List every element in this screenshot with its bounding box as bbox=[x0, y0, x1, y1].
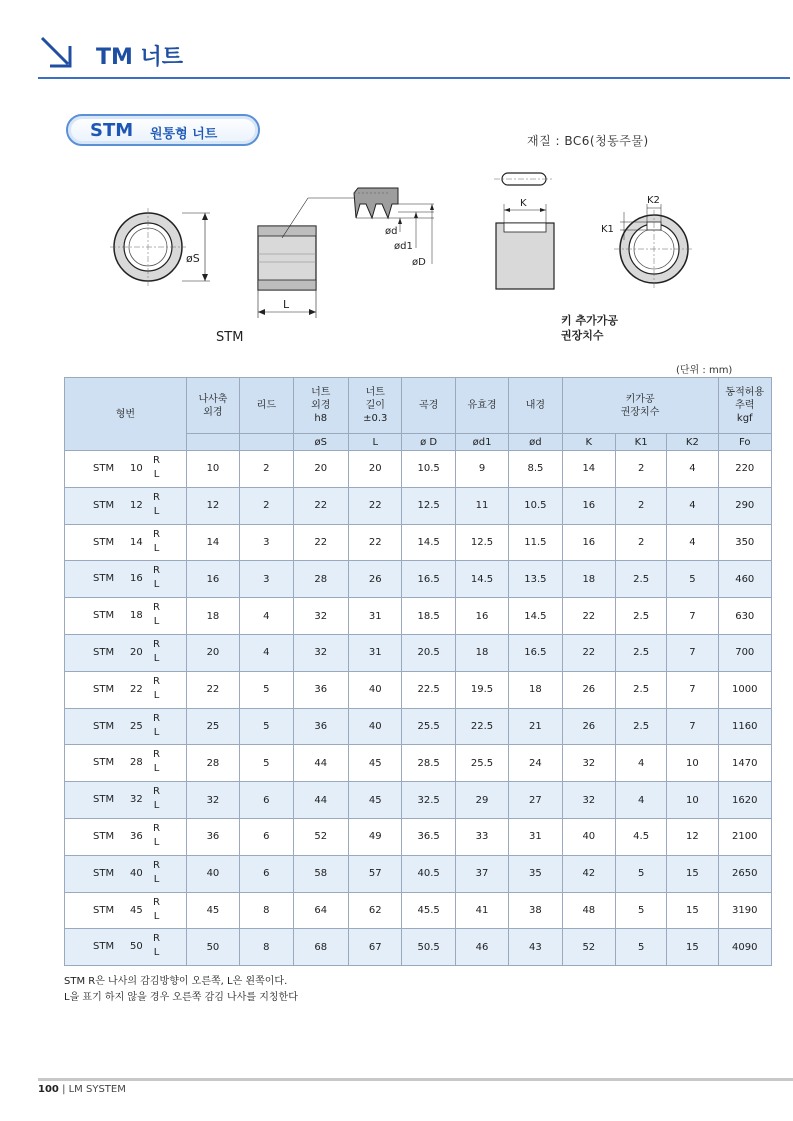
cell: 2.5 bbox=[616, 708, 667, 745]
nut-technical-drawing bbox=[100, 160, 720, 350]
cell: 4 bbox=[667, 524, 718, 561]
drawing-caption-stm: STM bbox=[216, 330, 244, 345]
cell: 6 bbox=[240, 855, 293, 892]
subheader-k: K bbox=[562, 434, 615, 451]
footnotes bbox=[64, 974, 298, 1006]
cell: 16.5 bbox=[509, 634, 562, 671]
key-slot-view bbox=[494, 173, 554, 185]
cell: 42 bbox=[562, 855, 615, 892]
model-cell: STM 28 R L bbox=[65, 745, 187, 782]
subheader-dd: ø D bbox=[402, 434, 455, 451]
d1-dimension-label: ød1 bbox=[394, 241, 413, 252]
cell: 8.5 bbox=[509, 451, 562, 488]
cell: 12.5 bbox=[402, 487, 455, 524]
cell: 36.5 bbox=[402, 818, 455, 855]
model-cell: STM 25 R L bbox=[65, 708, 187, 745]
cell: 13.5 bbox=[509, 561, 562, 598]
cell: 18.5 bbox=[402, 598, 455, 635]
cell: 58 bbox=[293, 855, 349, 892]
cell: 12.5 bbox=[455, 524, 508, 561]
cell: 18 bbox=[186, 598, 239, 635]
cell: 32 bbox=[562, 745, 615, 782]
cell: 20 bbox=[293, 451, 349, 488]
cell: 2.5 bbox=[616, 561, 667, 598]
spec-table bbox=[64, 377, 772, 966]
cell: 38 bbox=[509, 892, 562, 929]
cell: 20 bbox=[349, 451, 402, 488]
header-key-machining: 키가공 권장치수 bbox=[562, 378, 718, 434]
cell: 14 bbox=[186, 524, 239, 561]
cell: 45 bbox=[186, 892, 239, 929]
cell: 8 bbox=[240, 892, 293, 929]
cell: 5 bbox=[240, 708, 293, 745]
cell: 700 bbox=[718, 634, 772, 671]
cell: 5 bbox=[667, 561, 718, 598]
table-row bbox=[65, 451, 772, 488]
section-label: STM bbox=[90, 120, 134, 141]
cell: 22 bbox=[349, 524, 402, 561]
cell: 14.5 bbox=[455, 561, 508, 598]
cell: 350 bbox=[718, 524, 772, 561]
cell: 4 bbox=[240, 634, 293, 671]
cell: 10 bbox=[667, 782, 718, 819]
unit-note: (단위 : mm) bbox=[676, 365, 733, 376]
key-front-view bbox=[601, 195, 694, 288]
subheader-k1: K1 bbox=[616, 434, 667, 451]
cell: 10.5 bbox=[509, 487, 562, 524]
cell: 32 bbox=[186, 782, 239, 819]
table-row bbox=[65, 634, 772, 671]
cell: 67 bbox=[349, 929, 402, 966]
cell: 22 bbox=[349, 487, 402, 524]
cell: 50 bbox=[186, 929, 239, 966]
cell: 10 bbox=[667, 745, 718, 782]
cell: 7 bbox=[667, 671, 718, 708]
cell: 22 bbox=[186, 671, 239, 708]
cell: 40 bbox=[186, 855, 239, 892]
cell: 16 bbox=[186, 561, 239, 598]
cell: 22.5 bbox=[455, 708, 508, 745]
cell: 1470 bbox=[718, 745, 772, 782]
cell: 32 bbox=[293, 634, 349, 671]
table-row bbox=[65, 524, 772, 561]
table-row bbox=[65, 598, 772, 635]
d-dimension-label: ød bbox=[385, 226, 398, 237]
cell: 11.5 bbox=[509, 524, 562, 561]
front-view bbox=[110, 208, 210, 286]
subheader-l: L bbox=[349, 434, 402, 451]
cell: 10.5 bbox=[402, 451, 455, 488]
cell: 22.5 bbox=[402, 671, 455, 708]
key-caption-line-1: 키 추가가공 bbox=[561, 314, 618, 327]
header-nut-od: 너트 외경 h8 bbox=[293, 378, 349, 434]
subheader-blank bbox=[240, 434, 293, 451]
cell: 40.5 bbox=[402, 855, 455, 892]
cell: 52 bbox=[293, 818, 349, 855]
header-load: 동적허용 추력 kgf bbox=[718, 378, 772, 434]
cell: 29 bbox=[455, 782, 508, 819]
cell: 8 bbox=[240, 929, 293, 966]
table-row bbox=[65, 818, 772, 855]
cell: 2650 bbox=[718, 855, 772, 892]
cell: 32.5 bbox=[402, 782, 455, 819]
cell: 460 bbox=[718, 561, 772, 598]
cell: 40 bbox=[349, 671, 402, 708]
table-row bbox=[65, 745, 772, 782]
cell: 36 bbox=[293, 671, 349, 708]
cell: 16.5 bbox=[402, 561, 455, 598]
header-divider bbox=[38, 77, 790, 79]
model-cell: STM 14 R L bbox=[65, 524, 187, 561]
header-model: 형번 bbox=[65, 378, 187, 451]
cell: 36 bbox=[293, 708, 349, 745]
page-header bbox=[38, 34, 768, 82]
cell: 26 bbox=[349, 561, 402, 598]
table-row bbox=[65, 782, 772, 819]
table-row bbox=[65, 671, 772, 708]
cell: 43 bbox=[509, 929, 562, 966]
header-lead: 리드 bbox=[240, 378, 293, 434]
cell: 41 bbox=[455, 892, 508, 929]
cell: 50.5 bbox=[402, 929, 455, 966]
cell: 22 bbox=[562, 598, 615, 635]
cell: 2 bbox=[616, 524, 667, 561]
model-cell: STM 40 R L bbox=[65, 855, 187, 892]
s-dimension-label: øS bbox=[186, 252, 200, 265]
cell: 22 bbox=[562, 634, 615, 671]
cell: 49 bbox=[349, 818, 402, 855]
model-cell: STM 50 R L bbox=[65, 929, 187, 966]
cell: 6 bbox=[240, 818, 293, 855]
subheader-k2: K2 bbox=[667, 434, 718, 451]
cell: 4 bbox=[667, 451, 718, 488]
table-row bbox=[65, 855, 772, 892]
cell: 15 bbox=[667, 855, 718, 892]
model-cell: STM 16 R L bbox=[65, 561, 187, 598]
cell: 28.5 bbox=[402, 745, 455, 782]
cell: 21 bbox=[509, 708, 562, 745]
cell: 22 bbox=[293, 487, 349, 524]
table-row bbox=[65, 561, 772, 598]
cell: 6 bbox=[240, 782, 293, 819]
cell: 5 bbox=[616, 855, 667, 892]
cell: 31 bbox=[349, 598, 402, 635]
cell: 2.5 bbox=[616, 671, 667, 708]
cell: 35 bbox=[509, 855, 562, 892]
cell: 5 bbox=[616, 929, 667, 966]
cell: 40 bbox=[562, 818, 615, 855]
cell: 7 bbox=[667, 708, 718, 745]
header-nut-length: 너트 길이 ±0.3 bbox=[349, 378, 402, 434]
cell: 3 bbox=[240, 561, 293, 598]
cell: 15 bbox=[667, 892, 718, 929]
page-title: TM 너트 bbox=[96, 45, 184, 70]
cell: 15 bbox=[667, 929, 718, 966]
cell: 4 bbox=[240, 598, 293, 635]
cell: 25.5 bbox=[455, 745, 508, 782]
cell: 2 bbox=[616, 451, 667, 488]
cell: 48 bbox=[562, 892, 615, 929]
dd-dimension-label: øD bbox=[412, 257, 426, 268]
page-footer bbox=[38, 1084, 126, 1095]
key-caption-line-2: 권장치수 bbox=[561, 329, 604, 342]
cell: 62 bbox=[349, 892, 402, 929]
table-row bbox=[65, 929, 772, 966]
k-dimension-label: K bbox=[520, 198, 527, 209]
cell: 28 bbox=[293, 561, 349, 598]
cell: 3 bbox=[240, 524, 293, 561]
cell: 64 bbox=[293, 892, 349, 929]
header-effective-diameter: 유효경 bbox=[455, 378, 508, 434]
cell: 25 bbox=[186, 708, 239, 745]
cell: 12 bbox=[186, 487, 239, 524]
header-thread-od: 나사축 외경 bbox=[186, 378, 239, 434]
cell: 25.5 bbox=[402, 708, 455, 745]
cell: 290 bbox=[718, 487, 772, 524]
cell: 5 bbox=[240, 671, 293, 708]
key-side-view bbox=[496, 198, 554, 289]
cell: 45 bbox=[349, 745, 402, 782]
cell: 32 bbox=[562, 782, 615, 819]
footer-brand: | LM SYSTEM bbox=[62, 1084, 126, 1095]
model-cell: STM 18 R L bbox=[65, 598, 187, 635]
model-cell: STM 22 R L bbox=[65, 671, 187, 708]
key-machining-caption bbox=[561, 313, 618, 343]
cell: 20.5 bbox=[402, 634, 455, 671]
table-row bbox=[65, 892, 772, 929]
cell: 14.5 bbox=[509, 598, 562, 635]
cell: 2.5 bbox=[616, 634, 667, 671]
cell: 36 bbox=[186, 818, 239, 855]
cell: 2 bbox=[240, 451, 293, 488]
cell: 27 bbox=[509, 782, 562, 819]
section-sublabel: 원통형 너트 bbox=[150, 127, 218, 142]
cell: 9 bbox=[455, 451, 508, 488]
cell: 28 bbox=[186, 745, 239, 782]
cell: 11 bbox=[455, 487, 508, 524]
cell: 630 bbox=[718, 598, 772, 635]
cell: 18 bbox=[562, 561, 615, 598]
cell: 31 bbox=[509, 818, 562, 855]
cell: 4 bbox=[667, 487, 718, 524]
cell: 52 bbox=[562, 929, 615, 966]
subheader-d: ød bbox=[509, 434, 562, 451]
material-note: 재질 : BC6(청동주물) bbox=[527, 134, 649, 148]
model-cell: STM 36 R L bbox=[65, 818, 187, 855]
footnote-1: STM R은 나사의 감김방향이 오른쪽, L은 왼쪽이다. bbox=[64, 976, 288, 987]
cell: 1000 bbox=[718, 671, 772, 708]
cell: 1620 bbox=[718, 782, 772, 819]
cell: 45 bbox=[349, 782, 402, 819]
cell: 31 bbox=[349, 634, 402, 671]
l-dimension-label: L bbox=[283, 298, 290, 311]
header-pitch-diameter: 곡경 bbox=[402, 378, 455, 434]
subheader-fo: Fo bbox=[718, 434, 772, 451]
cell: 20 bbox=[186, 634, 239, 671]
cell: 57 bbox=[349, 855, 402, 892]
footer-divider bbox=[38, 1078, 793, 1081]
subheader-d1: ød1 bbox=[455, 434, 508, 451]
page-number: 100 bbox=[38, 1084, 59, 1095]
table-row bbox=[65, 487, 772, 524]
cell: 4 bbox=[616, 782, 667, 819]
cell: 4090 bbox=[718, 929, 772, 966]
model-cell: STM 12 R L bbox=[65, 487, 187, 524]
side-view bbox=[258, 198, 354, 318]
cell: 14.5 bbox=[402, 524, 455, 561]
table-row bbox=[65, 708, 772, 745]
cell: 26 bbox=[562, 671, 615, 708]
cell: 18 bbox=[455, 634, 508, 671]
cell: 12 bbox=[667, 818, 718, 855]
cell: 220 bbox=[718, 451, 772, 488]
footnote-2: L을 표기 하지 않을 경우 오른쪽 감김 나사를 지칭한다 bbox=[64, 992, 298, 1003]
subheader-s: øS bbox=[293, 434, 349, 451]
cell: 40 bbox=[349, 708, 402, 745]
cell: 5 bbox=[240, 745, 293, 782]
k1-dimension-label: K1 bbox=[601, 224, 614, 235]
cell: 2.5 bbox=[616, 598, 667, 635]
spec-table-body bbox=[65, 451, 772, 966]
cell: 24 bbox=[509, 745, 562, 782]
model-cell: STM 45 R L bbox=[65, 892, 187, 929]
cell: 16 bbox=[562, 487, 615, 524]
cell: 1160 bbox=[718, 708, 772, 745]
cell: 33 bbox=[455, 818, 508, 855]
cell: 44 bbox=[293, 782, 349, 819]
cell: 37 bbox=[455, 855, 508, 892]
subheader-blank bbox=[186, 434, 239, 451]
cell: 2 bbox=[240, 487, 293, 524]
cell: 44 bbox=[293, 745, 349, 782]
cell: 22 bbox=[293, 524, 349, 561]
cell: 46 bbox=[455, 929, 508, 966]
cell: 10 bbox=[186, 451, 239, 488]
cell: 45.5 bbox=[402, 892, 455, 929]
cell: 26 bbox=[562, 708, 615, 745]
model-cell: STM 20 R L bbox=[65, 634, 187, 671]
diagonal-arrow-icon bbox=[38, 34, 76, 72]
cell: 3190 bbox=[718, 892, 772, 929]
cell: 14 bbox=[562, 451, 615, 488]
cell: 68 bbox=[293, 929, 349, 966]
header-inner-diameter: 내경 bbox=[509, 378, 562, 434]
cell: 16 bbox=[562, 524, 615, 561]
cell: 5 bbox=[616, 892, 667, 929]
cell: 7 bbox=[667, 598, 718, 635]
cell: 2100 bbox=[718, 818, 772, 855]
section-badge bbox=[66, 114, 260, 146]
k2-dimension-label: K2 bbox=[647, 195, 660, 206]
cell: 19.5 bbox=[455, 671, 508, 708]
cell: 2 bbox=[616, 487, 667, 524]
cell: 32 bbox=[293, 598, 349, 635]
thread-profile bbox=[354, 188, 434, 268]
cell: 4.5 bbox=[616, 818, 667, 855]
cell: 16 bbox=[455, 598, 508, 635]
cell: 18 bbox=[509, 671, 562, 708]
cell: 7 bbox=[667, 634, 718, 671]
cell: 4 bbox=[616, 745, 667, 782]
model-cell: STM 10 R L bbox=[65, 451, 187, 488]
model-cell: STM 32 R L bbox=[65, 782, 187, 819]
